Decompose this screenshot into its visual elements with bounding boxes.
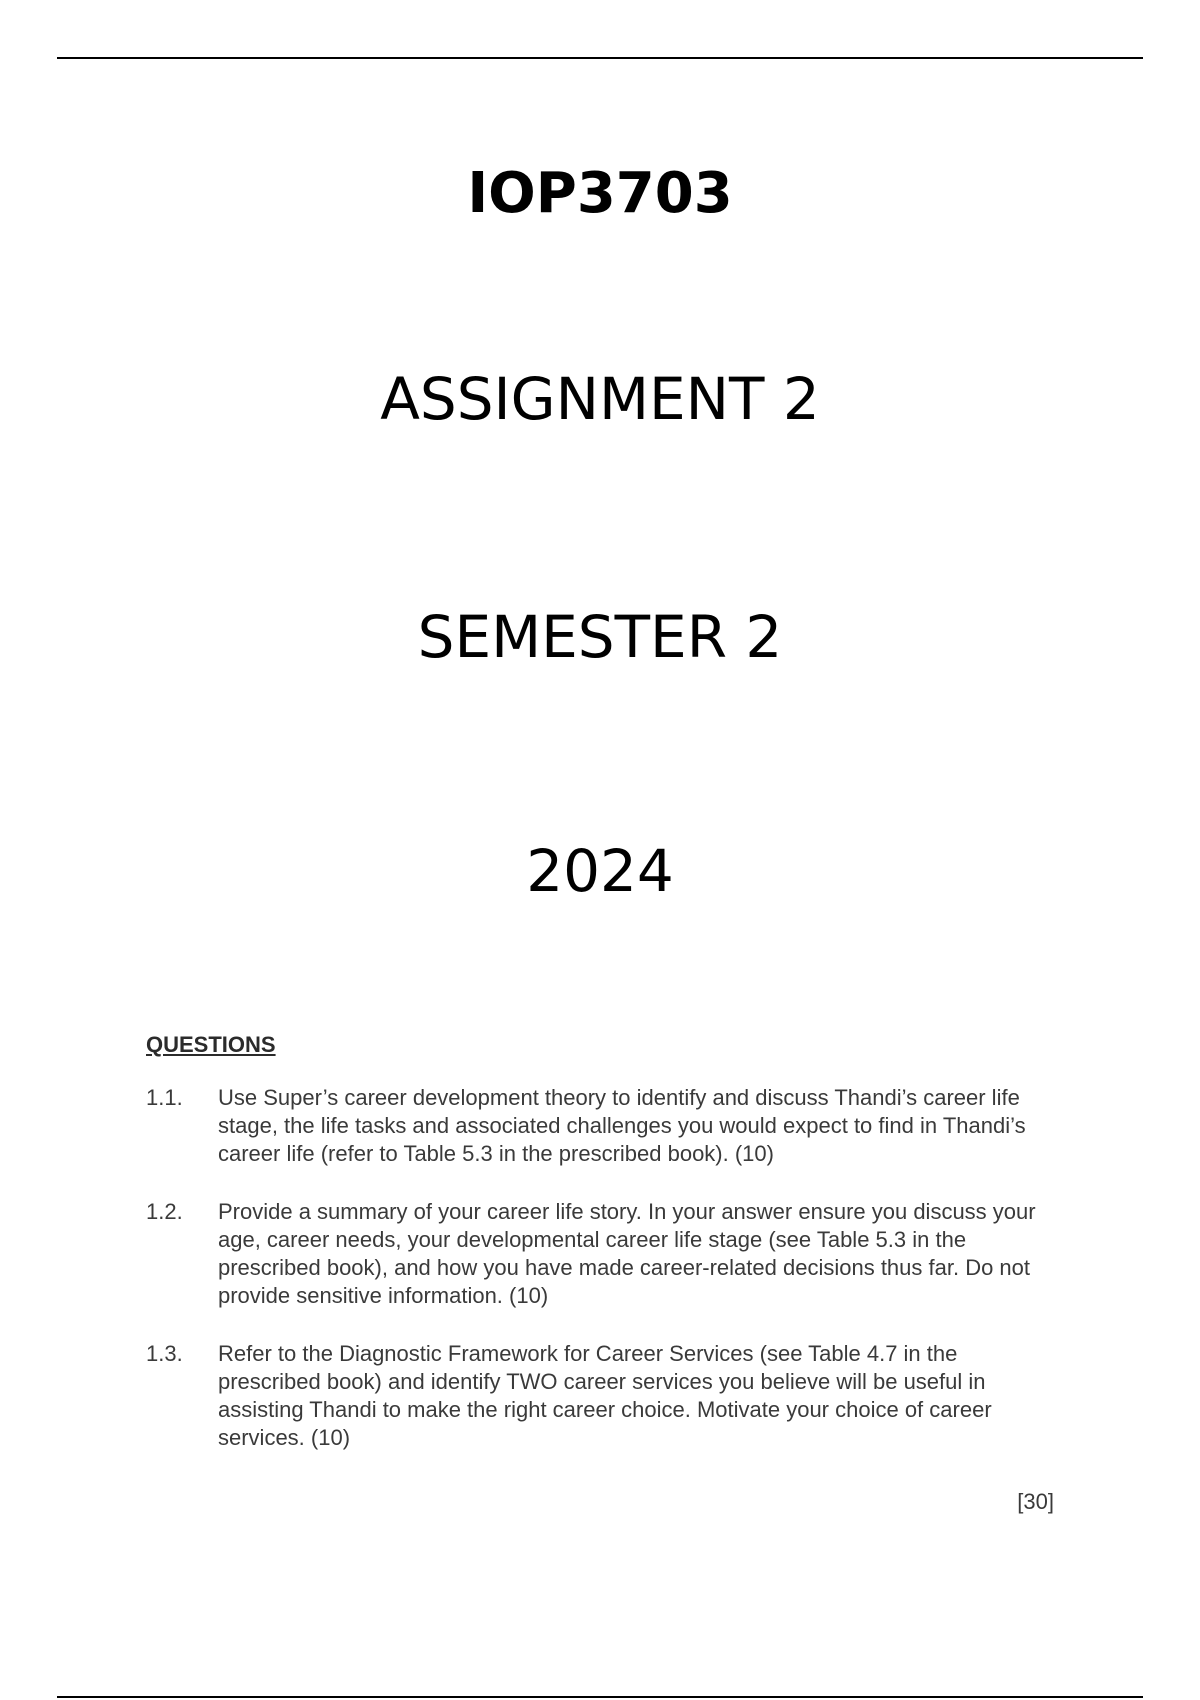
assignment-title: ASSIGNMENT 2	[380, 365, 820, 433]
question-item	[146, 1084, 1066, 1168]
semester-title: SEMESTER 2	[417, 603, 783, 671]
question-text: Provide a summary of your career life story. In your answer ensure you discuss your age, career needs, your developmental career life stage (see Table 5.3 in the prescribed book), and how you have made career-related decisions thus far. Do not provide sensitive information. (10)	[218, 1199, 1036, 1308]
question-item	[146, 1340, 1066, 1452]
question-text: Refer to the Diagnostic Framework for Career Services (see Table 4.7 in the prescribed book) and identify TWO career services you believe will be useful in assisting Thandi to make the right career choice. Motivate your choice of career services. (10)	[218, 1341, 992, 1450]
question-number: 1.3.	[146, 1341, 183, 1366]
questions-section	[146, 1030, 1066, 1482]
course-code: IOP3703	[467, 161, 733, 226]
questions-heading: QUESTIONS	[146, 1032, 276, 1057]
top-rule	[57, 57, 1143, 59]
year-title: 2024	[526, 837, 674, 905]
question-item	[146, 1198, 1066, 1310]
total-marks: [30]	[1017, 1489, 1054, 1514]
bottom-rule	[57, 1696, 1143, 1698]
question-number: 1.1.	[146, 1085, 183, 1110]
question-number: 1.2.	[146, 1199, 183, 1224]
question-text: Use Super’s career development theory to identify and discuss Thandi’s career life stage, the life tasks and associated challenges you would expect to find in Thandi’s career life (refer to Table 5.3 in the prescribed book). (10)	[218, 1085, 1026, 1166]
